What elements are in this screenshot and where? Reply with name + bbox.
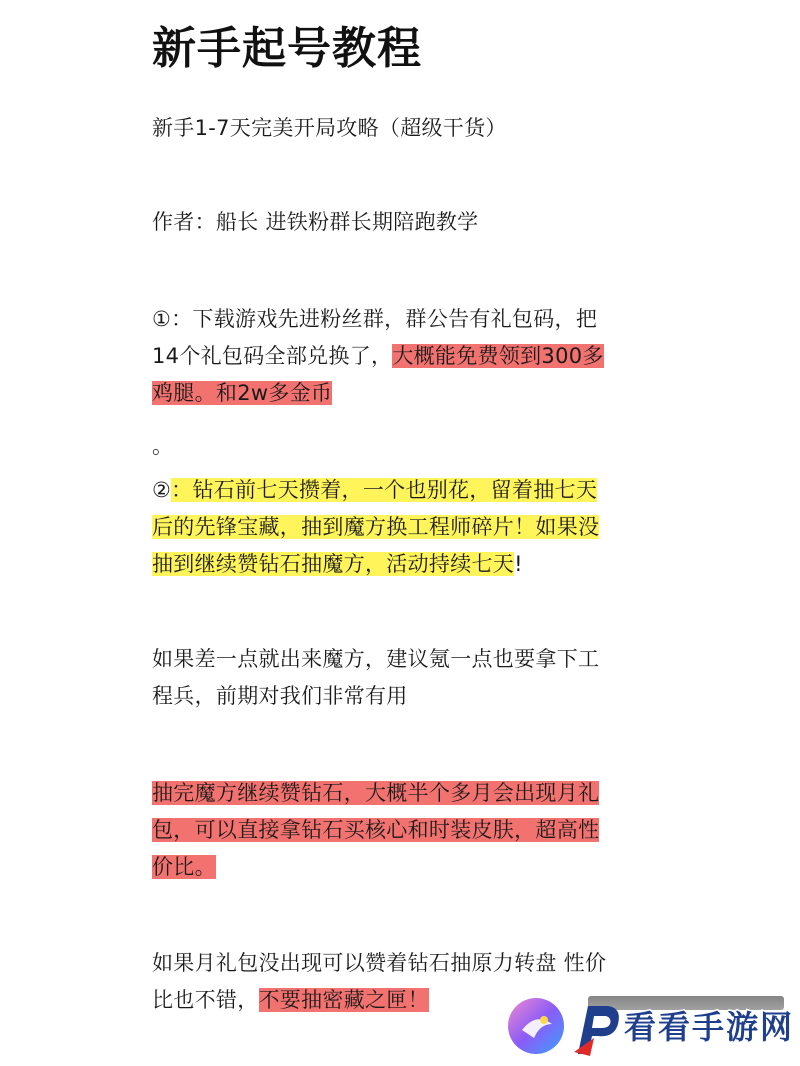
monthly-line-2 (152, 812, 642, 849)
tip-line-2: 程兵，前期对我们非常有用 (152, 684, 408, 708)
dot-separator: 。 (152, 434, 174, 458)
step-1-line-1: ①：下载游戏先进粉丝群，群公告有礼包码，把 (152, 307, 598, 331)
tip-paragraph (152, 641, 642, 715)
highlight-red: 不要抽密藏之匣！ (258, 988, 429, 1012)
highlight-red: 大概能免费领到300多 (392, 344, 604, 368)
step-2-line-2 (152, 509, 642, 546)
tip-line-1: 如果差一点就出来魔方，建议氪一点也要拿下工 (152, 647, 600, 671)
watermark-p-icon (568, 998, 624, 1058)
step-2-paragraph (152, 472, 642, 583)
watermark-text: 看看手游网 (624, 1008, 795, 1046)
highlight-yellow: ：钻石前七天攒着，一个也别花，留着抽七天 (171, 478, 598, 502)
step-2-end: ! (514, 552, 523, 576)
watermark (498, 990, 798, 1066)
turntable-line-1: 如果月礼包没出现可以赞着钻石抽原力转盘 性价 (152, 951, 607, 975)
step-2-line-1 (152, 472, 642, 509)
step-1-line-2 (152, 338, 642, 375)
highlight-red: 抽完魔方继续赞钻石，大概半个多月会出现月礼 (152, 781, 600, 805)
author-line: 作者：船长 进铁粉群长期陪跑教学 (152, 210, 479, 234)
monthly-line-1 (152, 775, 642, 812)
highlight-red: 价比。 (152, 855, 216, 879)
highlight-yellow: 抽到继续赞钻石抽魔方，活动持续七天 (152, 552, 515, 576)
step-1-paragraph (152, 301, 642, 412)
step-1-text: 14个礼包码全部兑换了， (152, 344, 393, 368)
highlight-yellow: 后的先锋宝藏，抽到魔方换工程师碎片！如果没 (152, 515, 600, 539)
watermark-logo-icon (504, 994, 568, 1058)
turntable-text: 比也不错， (152, 988, 259, 1012)
highlight-red: 鸡腿。和2w多金币 (152, 381, 333, 405)
monthly-pack-paragraph (152, 775, 642, 886)
step-2-line-3 (152, 546, 642, 583)
page-title: 新手起号教程 (152, 23, 422, 74)
subtitle: 新手1-7天完美开局攻略（超级干货） (152, 116, 507, 140)
monthly-line-3 (152, 849, 642, 886)
step-1-line-3 (152, 375, 642, 412)
highlight-red: 包，可以直接拿钻石买核心和时装皮肤，超高性 (152, 818, 600, 842)
step-2-marker: ② (152, 478, 172, 502)
